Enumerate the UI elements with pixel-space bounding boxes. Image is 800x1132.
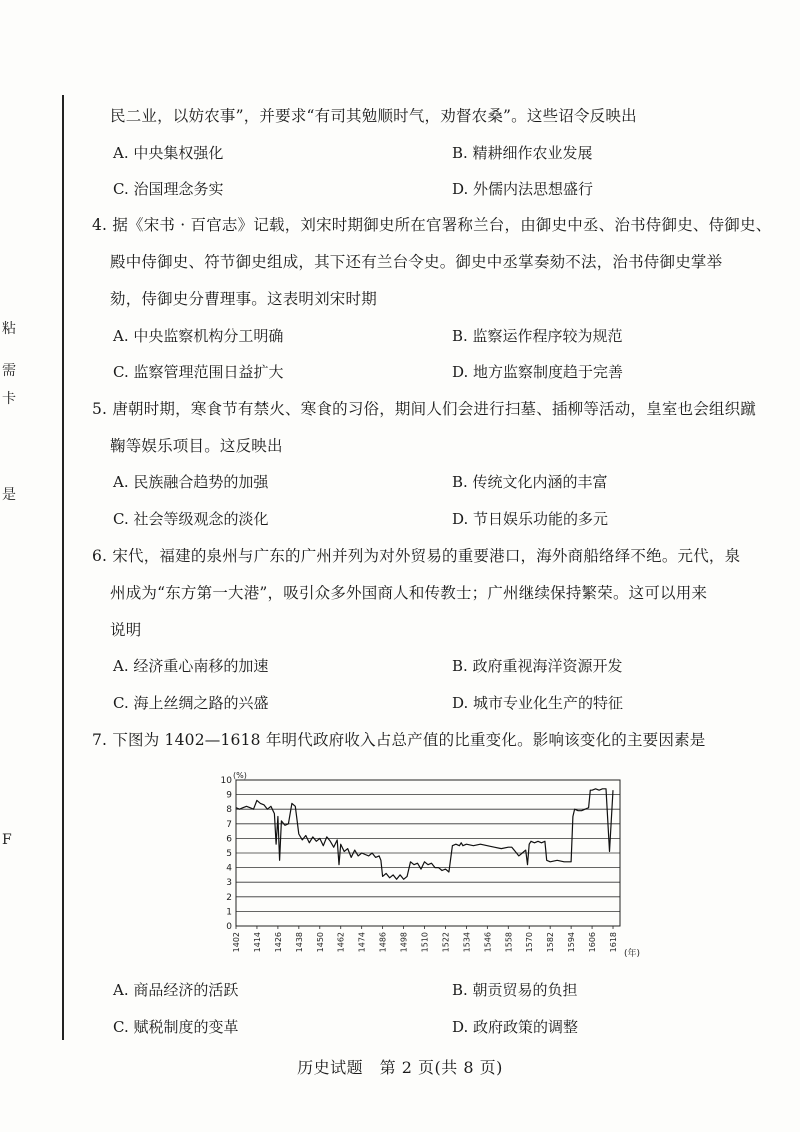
y-tick-label: 10 [220,776,232,786]
x-tick-label: 1510 [420,932,430,953]
q4-option-b: B. 监察运作程序较为规范 [452,327,623,345]
margin-fragment: 是 [2,487,16,503]
x-tick-label: 1450 [315,932,325,953]
y-tick-label: 5 [226,849,232,859]
q5-stem-line: 鞠等娱乐项目。这反映出 [110,437,283,455]
x-tick-label: 1606 [588,932,598,953]
q7-option-b: B. 朝贡贸易的负担 [452,981,578,999]
q7-option-a: A. 商品经济的活跃 [113,981,239,999]
q4-option-d: D. 地方监察制度趋于完善 [452,363,624,381]
q7-option-c: C. 赋税制度的变革 [113,1018,239,1036]
q6-stem-line: 说明 [110,621,142,639]
q5-option-b: B. 传统文化内涵的丰富 [452,473,608,491]
x-tick-label: 1522 [441,932,451,953]
q6-stem-line: 州成为“东方第一大港”，吸引众多外国商人和传教士；广州继续保持繁荣。这可以用来 [110,584,708,602]
q3-option-b: B. 精耕细作农业发展 [452,144,593,162]
q7-option-d: D. 政府政策的调整 [452,1018,579,1036]
x-tick-label: 1402 [232,932,241,953]
q6-stem-line: 6. 宋代，福建的泉州与广东的广州并列为对外贸易的重要港口，海外商船络绎不绝。元代，泉 [92,547,741,565]
x-tick-label: 1618 [609,932,619,953]
revenue-share-line-chart [200,766,660,971]
x-tick-label: 1462 [336,932,346,953]
x-tick-label: 1546 [483,932,493,953]
q3-stem-line: 民二业，以妨农事”，并要求“有司其勉顺时气，劝督农桑”。这些诏令反映出 [110,107,637,125]
q4-option-a: A. 中央监察机构分工明确 [113,327,284,345]
q5-stem-line: 5. 唐朝时期，寒食节有禁火、寒食的习俗，期间人们会进行扫墓、插柳等活动，皇室也会组织蹴 [92,400,757,418]
margin-fragment: F [2,832,12,848]
q3-option-a: A. 中央集权强化 [113,144,224,162]
x-tick-label: 1438 [294,932,304,953]
margin-fragment: 卡 [2,391,16,407]
q7-stem-line: 7. 下图为 1402—1618 年明代政府收入占总产值的比重变化。影响该变化的主要因素是 [92,731,706,749]
q6-option-c: C. 海上丝绸之路的兴盛 [113,694,269,712]
revenue-share-series-line [236,789,613,880]
y-tick-label: 6 [226,834,232,845]
y-tick-label: 7 [226,819,232,830]
binding-margin-line [62,95,64,1040]
q3-option-d: D. 外儒内法思想盛行 [452,180,594,198]
x-tick-label: 1582 [546,932,556,953]
q5-option-d: D. 节日娱乐功能的多元 [452,510,609,528]
q4-stem-line: 殿中侍御史、符节御史组成，其下还有兰台令史。御史中丞掌奏劾不法，治书侍御史掌举 [110,253,723,271]
y-tick-label: 8 [226,805,232,816]
q4-stem-line: 劾，侍御史分曹理事。这表明刘宋时期 [110,290,377,308]
y-tick-label: 1 [226,907,232,918]
margin-fragment: 需 [2,363,16,379]
q6-option-d: D. 城市专业化生产的特征 [452,694,624,712]
x-tick-label: 1486 [378,932,388,953]
y-tick-label: 4 [226,863,232,874]
y-tick-label: 2 [226,892,232,903]
margin-fragment: 粘 [2,321,16,337]
x-tick-label: 1594 [567,932,577,953]
page-footer: 历史试题 第 2 页(共 8 页) [297,1058,503,1077]
q4-option-c: C. 监察管理范围日益扩大 [113,363,284,381]
x-axis-unit-label: (年) [624,949,641,959]
y-axis-unit-label: (%) [233,771,247,780]
x-tick-label: 1534 [462,932,472,953]
q6-option-b: B. 政府重视海洋资源开发 [452,657,623,675]
x-tick-label: 1474 [357,932,367,953]
q5-option-c: C. 社会等级观念的淡化 [113,510,269,528]
q5-option-a: A. 民族融合趋势的加强 [113,473,269,491]
x-tick-label: 1570 [525,932,535,953]
q3-option-c: C. 治国理念务实 [113,180,224,198]
x-tick-label: 1558 [504,932,514,953]
y-tick-label: 3 [226,878,232,889]
y-tick-label: 0 [226,922,232,932]
q6-option-a: A. 经济重心南移的加速 [113,657,269,675]
q4-stem-line: 4. 据《宋书 · 百官志》记载，刘宋时期御史所在官署称兰台，由御史中丞、治书侍御史、侍御史、 [92,216,772,234]
x-tick-label: 1426 [273,932,283,953]
y-tick-label: 9 [226,790,232,801]
x-tick-label: 1498 [399,932,409,953]
x-tick-label: 1414 [252,932,262,953]
